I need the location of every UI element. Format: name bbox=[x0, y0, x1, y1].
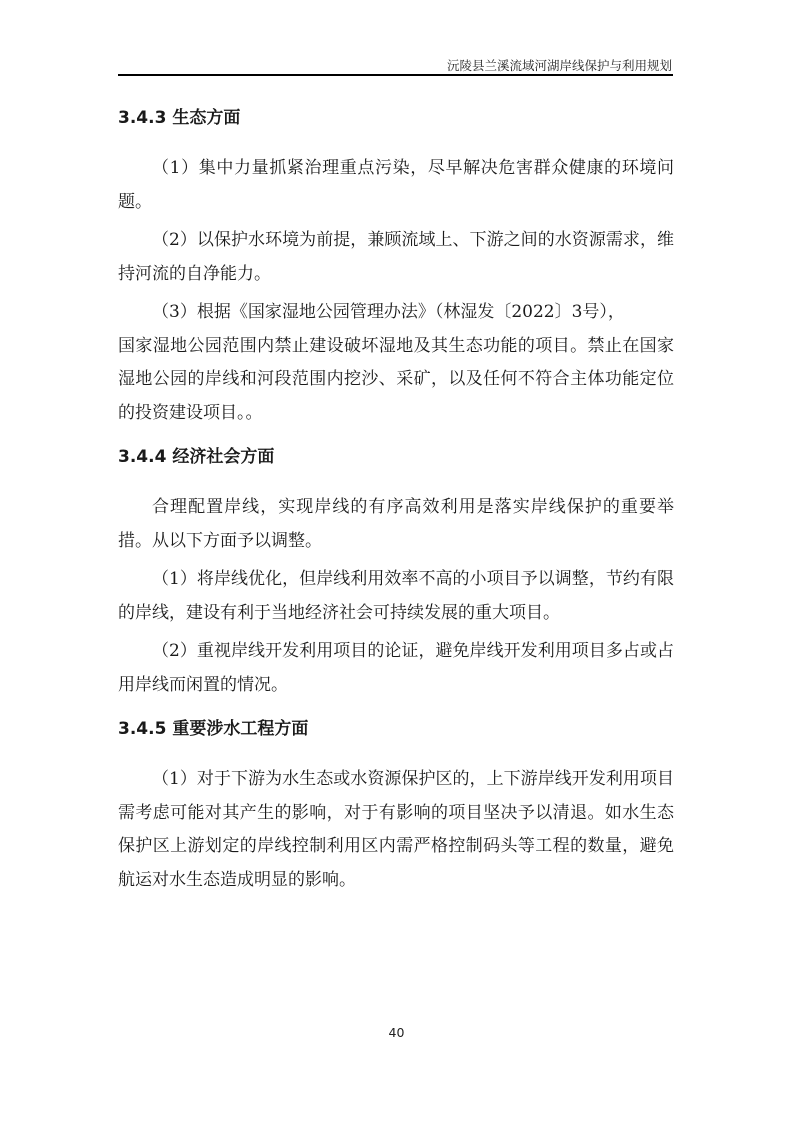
paragraph: （2）以保护水环境为前提，兼顾流域上、下游之间的水资源需求，维持河流的自净能力。 bbox=[118, 230, 674, 284]
paragraph: （1）对于下游为水生态或水资源保护区的，上下游岸线开发利用项目需考虑可能对其产生的影响，对于有影响的项目坚决予以清退。如水生态保护区上游划定的岸线控制利用区内需严格控制码头等工程的数量，避免航运对水生态造成明显的影响。 bbox=[118, 769, 674, 890]
header-rule bbox=[118, 74, 673, 76]
section-title: 经济社会方面 bbox=[172, 447, 275, 467]
section-heading-3-4-5 bbox=[118, 709, 674, 749]
section-number: 3.4.3 bbox=[118, 108, 167, 128]
section-number: 3.4.5 bbox=[118, 719, 167, 739]
paragraph: （2）重视岸线开发利用项目的论证，避免岸线开发利用项目多占或占用岸线而闲置的情况。 bbox=[118, 641, 674, 695]
running-header-title: 沅陵县兰溪流域河湖岸线保护与利用规划 bbox=[446, 58, 672, 73]
paragraph: 国家湿地公园范围内禁止建设破坏湿地及其生态功能的项目。禁止在国家湿地公园的岸线和河段范围内挖沙、采矿，以及任何不符合主体功能定位的投资建设项目。。 bbox=[118, 335, 674, 423]
section-title: 重要涉水工程方面 bbox=[172, 719, 309, 739]
section-heading-3-4-3 bbox=[118, 98, 674, 138]
paragraph: （1）将岸线优化，但岸线利用效率不高的小项目予以调整，节约有限的岸线，建设有利于当地经济社会可持续发展的重大项目。 bbox=[118, 569, 674, 623]
page-number: 40 bbox=[388, 1025, 405, 1040]
section-heading-3-4-4 bbox=[118, 437, 674, 477]
section-title: 生态方面 bbox=[172, 108, 241, 128]
paragraph: （3）根据《国家湿地公园管理办法》（林湿发〔2022〕3号）， bbox=[152, 302, 625, 322]
section-number: 3.4.4 bbox=[118, 447, 167, 467]
paragraph: 合理配置岸线，实现岸线的有序高效利用是落实岸线保护的重要举措。从以下方面予以调整。 bbox=[118, 497, 674, 551]
page-body bbox=[118, 98, 674, 902]
paragraph: （1）集中力量抓紧治理重点污染，尽早解决危害群众健康的环境问题。 bbox=[118, 158, 674, 212]
